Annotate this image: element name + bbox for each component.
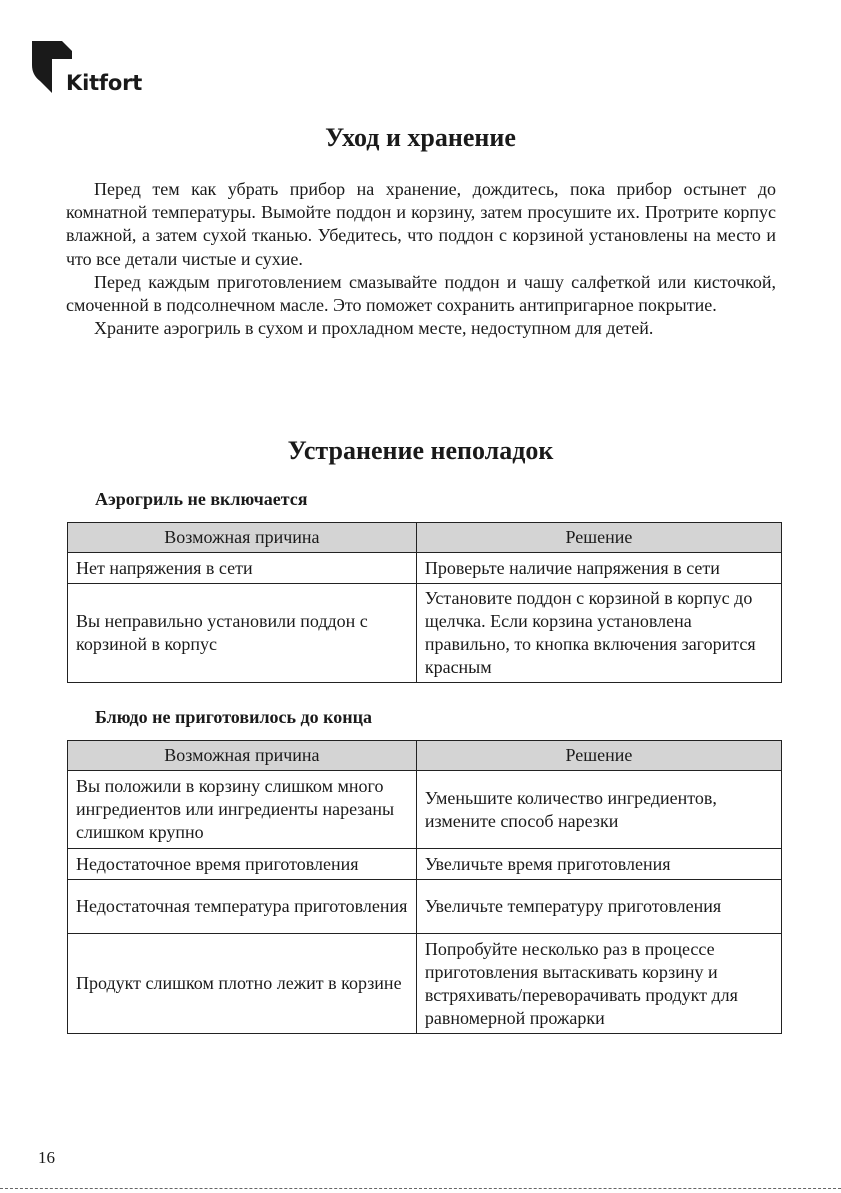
page-edge-divider bbox=[0, 1188, 841, 1189]
solution-cell: Установите поддон с корзиной в корпус до щелчка. Если корзина установлена правильно, то кнопка включения загорится красным bbox=[416, 584, 781, 683]
cause-cell: Нет напряжения в сети bbox=[68, 553, 417, 584]
cause-cell: Вы неправильно установили поддон с корзиной в корпус bbox=[68, 584, 417, 683]
solution-cell: Увеличьте время приготовления bbox=[416, 849, 781, 880]
table-row bbox=[68, 880, 782, 934]
page-number: 16 bbox=[38, 1148, 55, 1167]
table-row bbox=[68, 553, 782, 584]
solution-cell: Попробуйте несколько раз в процессе приготовления вытаскивать корзину и встряхивать/переворачивать продукт для равномерной прожарки bbox=[416, 934, 781, 1034]
table-row bbox=[68, 771, 782, 849]
care-paragraph: Перед каждым приготовлением смазывайте поддон и чашу салфеткой или кисточкой, смоченной в подсолнечном масле. Это поможет сохранить антипригарное покрытие. bbox=[66, 271, 776, 316]
column-header-solution: Решение bbox=[416, 741, 781, 771]
table-header-row bbox=[68, 741, 782, 771]
table-header-row bbox=[68, 523, 782, 553]
troubleshooting-table bbox=[67, 740, 782, 1034]
solution-cell: Увеличьте температуру приготовления bbox=[416, 880, 781, 934]
care-paragraph: Храните аэрогриль в сухом и прохладном месте, недоступном для детей. bbox=[94, 318, 654, 339]
brand-logo bbox=[32, 41, 172, 97]
troubleshooting-table bbox=[67, 522, 782, 683]
care-paragraph: Перед тем как убрать прибор на хранение, дождитесь, пока прибор остынет до комнатной температуры. Вымойте поддон и корзину, затем просушите их. Протрите корпус влажной, а затем сухой тканью. Убедитесь, что поддон с корзиной установлены на место и что все детали чистые и сухие. bbox=[66, 179, 776, 269]
column-header-cause: Возможная причина bbox=[68, 741, 417, 771]
cause-cell: Недостаточное время приготовления bbox=[68, 849, 417, 880]
section-heading: Аэрогриль не включается bbox=[95, 489, 308, 509]
column-header-solution: Решение bbox=[416, 523, 781, 553]
troubleshooting-title: Устранение неполадок bbox=[287, 436, 554, 465]
solution-cell: Проверьте наличие напряжения в сети bbox=[416, 553, 781, 584]
table-row bbox=[68, 584, 782, 683]
section-heading: Блюдо не приготовилось до конца bbox=[95, 707, 373, 727]
column-header-cause: Возможная причина bbox=[68, 523, 417, 553]
care-body bbox=[66, 178, 776, 340]
solution-cell: Уменьшите количество ингредиентов, измените способ нарезки bbox=[416, 771, 781, 849]
cause-cell: Продукт слишком плотно лежит в корзине bbox=[68, 934, 417, 1034]
care-title: Уход и хранение bbox=[325, 123, 516, 152]
cause-cell: Недостаточная температура приготовления bbox=[68, 880, 417, 934]
cause-cell: Вы положили в корзину слишком много ингредиентов или ингредиенты нарезаны слишком крупно bbox=[68, 771, 417, 849]
brand-name: Kitfort bbox=[66, 71, 143, 95]
table-row bbox=[68, 849, 782, 880]
table-row bbox=[68, 934, 782, 1034]
